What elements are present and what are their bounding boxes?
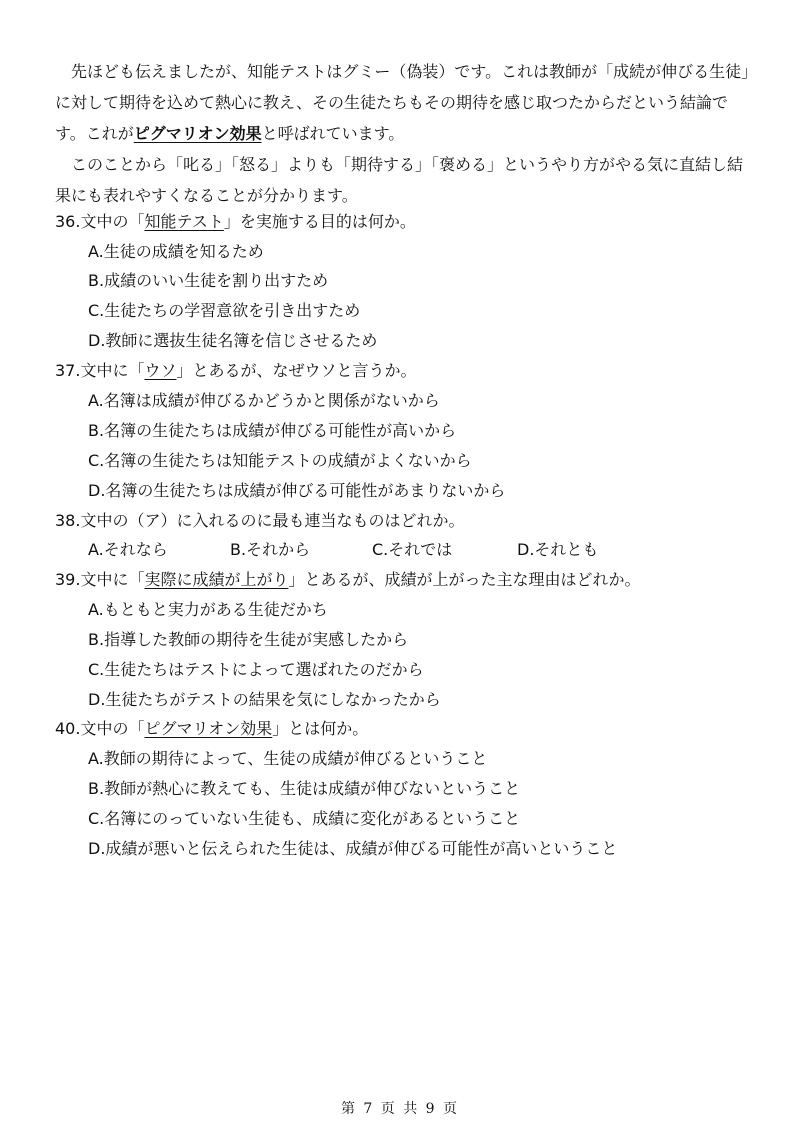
q37-option-a[interactable]: A.名簿は成績が伸びるかどうかと関係がないから	[88, 391, 440, 410]
question-quote: ピグマリオン効果	[144, 719, 273, 738]
q37-option-c[interactable]: C.名簿の生徒たちは知能テストの成績がよくないから	[88, 451, 472, 470]
q40-option-a[interactable]: A.教師の期待によって、生徒の成績が伸びるということ	[88, 749, 488, 768]
question-prefix: 40.文中の「	[55, 719, 145, 738]
q38-option-c[interactable]: C.それでは	[372, 540, 453, 559]
question-prefix: 36.文中の「	[55, 212, 145, 231]
question-suffix: 」を実施する目的は何か。	[223, 212, 416, 231]
passage-text: 先ほども伝えましたが、知能テストはグミー（偽装）です。これは教師が「成続が伸びる生徒」に対して期待を込めて熱心に教え、その生徒たちもその期待を感じ取つたからだという結論です。これが	[55, 62, 750, 143]
q38-option-a[interactable]: A.それなら	[88, 540, 168, 559]
question-40	[55, 718, 368, 740]
q39-option-a[interactable]: A.もともと実力がある生徒だかち	[88, 600, 328, 619]
q40-option-b[interactable]: B.教師が熱心に教えても、生徒は成績が伸びないということ	[88, 779, 521, 798]
question-36	[55, 211, 416, 233]
page-footer: 第 7 页 共 9 页	[340, 1101, 460, 1117]
question-suffix: 」とは何か。	[272, 719, 369, 738]
question-quote: 知能テスト	[144, 212, 224, 231]
question-38: 38.文中の（ア）に入れるのに最も連当なものはどれか。	[55, 511, 465, 530]
q38-option-b[interactable]: B.それから	[230, 540, 311, 559]
passage-text: と呼ばれています。	[261, 124, 405, 143]
q37-option-d[interactable]: D.名簿の生徒たちは成績が伸びる可能性があまりないから	[88, 481, 506, 500]
passage-paragraph-2: このことから「叱る」「怒る」よりも「期待する」「褒める」というやり方がやる気に直結し結果にも表れやすくなることが分かります。	[55, 155, 744, 205]
q39-option-c[interactable]: C.生徒たちはテストによって選ばれたのだから	[88, 660, 424, 679]
question-suffix: 」とあるが、成績が上がった主な理由はどれか。	[288, 570, 641, 589]
question-39	[55, 569, 640, 591]
q36-option-b[interactable]: B.成績のいい生徒を割り出すため	[88, 271, 329, 290]
q37-option-b[interactable]: B.名簿の生徒たちは成績が伸びる可能性が高いから	[88, 421, 457, 440]
pygmalion-term: ピグマリオン効果	[133, 124, 262, 143]
q36-option-c[interactable]: C.生徒たちの学習意欲を引き出すため	[88, 301, 361, 320]
q39-option-b[interactable]: B.指導した教師の期待を生徒が実感したから	[88, 630, 409, 649]
question-prefix: 39.文中に「	[55, 570, 145, 589]
q40-option-d[interactable]: D.成績が悪いと伝えられた生徒は、成績が伸びる可能性が高いということ	[88, 839, 618, 858]
q36-option-d[interactable]: D.教師に選抜生徒名簿を信じさせるため	[88, 331, 378, 350]
passage-paragraph-1	[55, 56, 755, 149]
question-suffix: 」とあるが、なぜウソと言うか。	[176, 361, 417, 380]
q38-option-d[interactable]: D.それとも	[517, 540, 599, 559]
q36-option-a[interactable]: A.生徒の成績を知るため	[88, 242, 264, 261]
q40-option-c[interactable]: C.名簿にのっていない生徒も、成績に変化があるということ	[88, 809, 521, 828]
question-37	[55, 360, 416, 382]
question-quote: 実際に成績が上がり	[144, 570, 289, 589]
q39-option-d[interactable]: D.生徒たちがテストの結果を気にしなかったから	[88, 690, 441, 709]
question-prefix: 37.文中に「	[55, 361, 145, 380]
question-quote: ウソ	[144, 361, 177, 380]
